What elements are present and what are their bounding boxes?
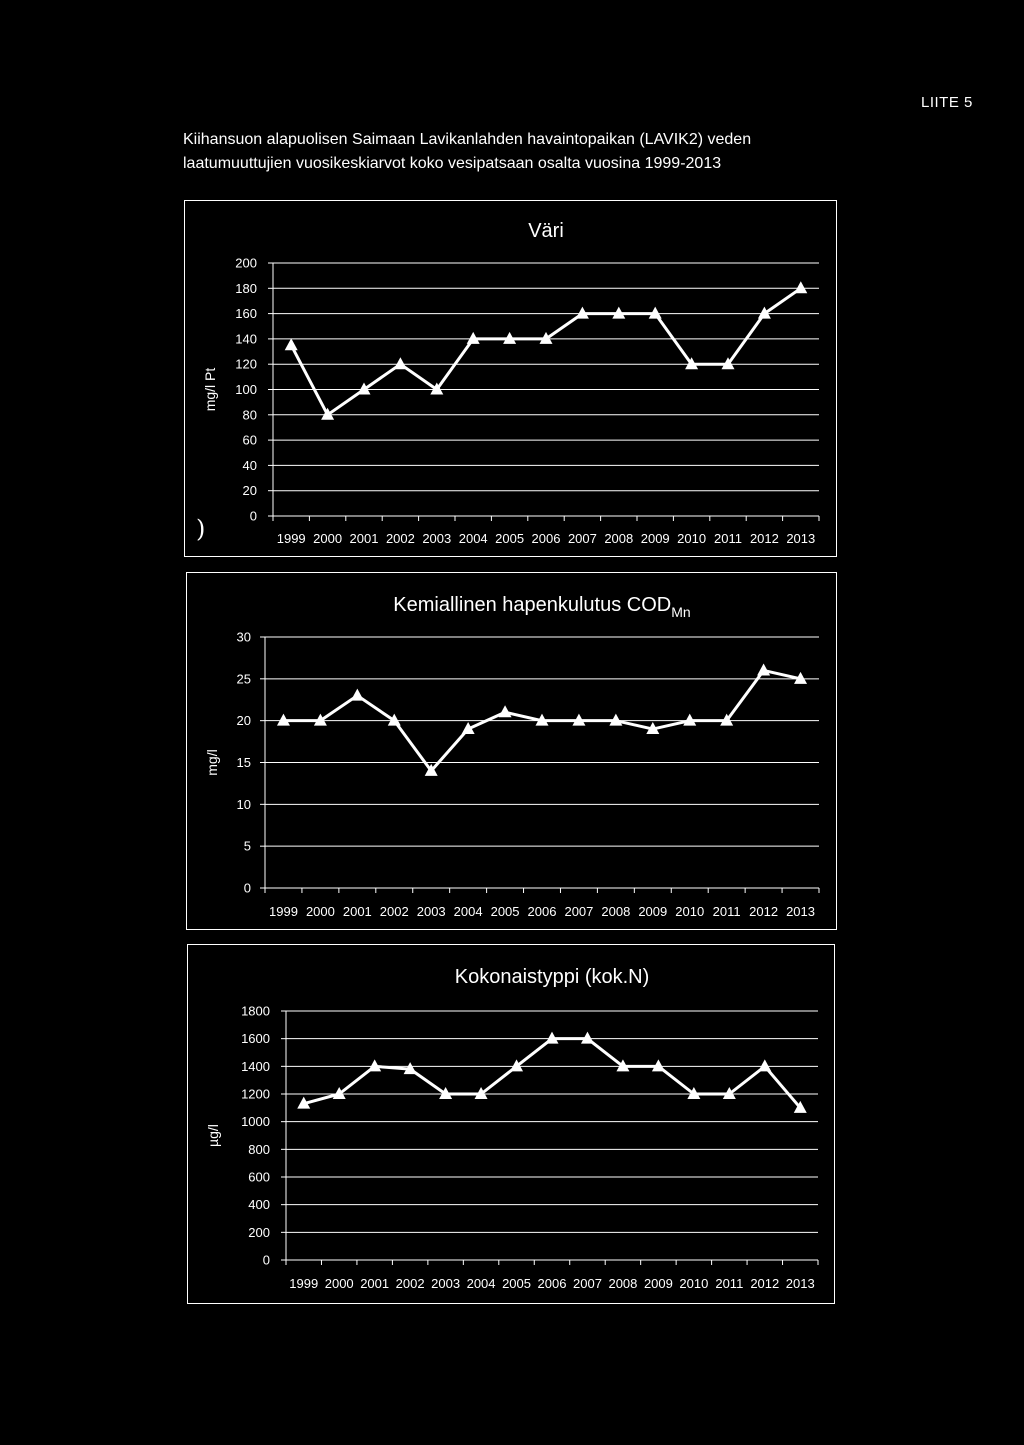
y-axis-label: mg/l Pt [202,367,218,412]
y-tick-label: 80 [242,407,257,423]
y-tick-label: 40 [242,457,257,473]
y-tick-label: 0 [249,508,257,524]
page-title-line-2: laatumuuttujien vuosikeskiarvot koko vesipatsaan osalta vuosina 1999-2013 [183,155,722,172]
y-tick-label: 1600 [241,1031,270,1047]
x-tick-label: 2004 [466,1276,496,1291]
data-point [758,1059,771,1071]
chart-vari-svg [185,201,838,558]
x-tick-label: 2011 [714,531,742,546]
x-tick-label: 2006 [537,1276,567,1291]
data-point [794,281,807,293]
chart-title-subscript: Mn [671,604,691,620]
side-mark: ) [196,515,206,543]
y-tick-label: 400 [248,1197,270,1213]
x-tick-label: 2010 [677,531,707,546]
chart-kokn [187,944,835,1304]
x-tick-label: 2003 [422,531,452,546]
page-title-line-1: Kiihansuon alapuolisen Saimaan Lavikanlahden havaintopaikan (LAVIK2) veden [183,131,752,148]
x-tick-label: 2000 [324,1276,354,1291]
x-tick-label: 1999 [289,1276,319,1291]
y-tick-label: 160 [235,306,257,322]
chart-cod [186,572,837,930]
y-tick-label: 60 [242,432,257,448]
x-tick-label: 2004 [453,904,483,919]
x-tick-label: 2013 [785,1276,815,1291]
x-tick-label: 2008 [608,1276,638,1291]
data-point [351,689,364,701]
y-tick-label: 140 [235,331,257,347]
x-tick-label: 1999 [276,531,306,546]
chart-vari [184,200,837,557]
y-tick-label: 25 [236,671,251,687]
y-tick-label: 30 [236,629,251,645]
x-tick-label: 2011 [715,1276,744,1291]
y-axis-label: µg/l [205,1124,221,1147]
x-tick-label: 2001 [360,1276,390,1291]
y-tick-label: 20 [242,483,257,499]
data-point [388,714,401,726]
x-tick-label: 2005 [495,531,525,546]
chart-title: Kemiallinen hapenkulutus $COD_{Mn}$ [393,594,691,620]
x-tick-label: 2007 [573,1276,602,1291]
y-tick-label: 180 [235,280,257,296]
x-tick-label: 2008 [604,531,634,546]
y-tick-label: 15 [236,755,251,770]
y-tick-label: 20 [236,713,251,729]
x-tick-label: 2005 [490,904,520,919]
y-tick-label: 10 [236,796,251,812]
x-tick-label: 2007 [564,904,594,919]
series-line [291,288,801,415]
y-tick-label: 100 [235,382,257,397]
y-tick-label: 5 [243,838,251,854]
x-tick-label: 2004 [458,531,488,546]
x-tick-label: 2007 [567,531,597,546]
x-tick-label: 2006 [527,904,557,919]
y-tick-label: 1400 [241,1058,270,1074]
data-point [394,357,407,369]
data-point [757,663,770,675]
x-tick-label: 2012 [749,531,779,546]
x-tick-label: 2000 [305,904,335,919]
data-point [285,338,298,350]
x-tick-label: 2013 [786,904,815,919]
x-tick-label: 2002 [385,531,415,546]
y-tick-label: 600 [248,1169,270,1185]
y-tick-label: 0 [243,880,251,896]
y-axis-label: mg/l [204,749,220,776]
data-point [758,307,771,319]
x-tick-label: 2000 [313,531,343,546]
y-tick-label: 120 [235,356,257,372]
chart-cod-svg [187,573,838,931]
y-tick-label: 200 [235,255,257,271]
x-tick-label: 2010 [679,1276,709,1291]
x-tick-label: 2012 [749,904,779,919]
x-tick-label: 2003 [431,1276,461,1291]
x-tick-label: 2010 [675,904,705,919]
x-tick-label: 2012 [750,1276,780,1291]
y-tick-label: 200 [248,1224,270,1240]
x-tick-label: 2002 [395,1276,425,1291]
x-tick-label: 2009 [640,531,670,546]
y-tick-label: 0 [262,1252,270,1268]
x-tick-label: 2008 [601,904,631,919]
x-tick-label: 2003 [416,904,446,919]
x-tick-label: 2002 [379,904,409,919]
data-point [499,705,512,717]
chart-kokn-svg [188,945,836,1305]
x-tick-label: 2005 [502,1276,531,1291]
x-tick-label: 2001 [349,531,379,546]
chart-title: Kokonaistyppi (kok.N) [454,966,650,988]
appendix-label: LIITE 5 [921,94,973,111]
x-tick-label: 1999 [269,904,298,919]
x-tick-label: 2001 [342,904,372,919]
data-point [321,408,334,420]
x-tick-label: 2006 [531,531,561,546]
x-tick-label: 2011 [712,904,741,919]
page-title [183,128,883,176]
y-tick-label: 800 [248,1141,270,1157]
y-tick-label: 1800 [241,1003,270,1019]
y-tick-label: 1000 [241,1114,270,1130]
chart-title: Väri [528,220,564,242]
y-tick-label: 1200 [241,1086,270,1102]
x-tick-label: 2009 [638,904,668,919]
x-tick-label: 2009 [643,1276,673,1291]
data-point [358,383,371,395]
x-tick-label: 2013 [786,531,816,546]
